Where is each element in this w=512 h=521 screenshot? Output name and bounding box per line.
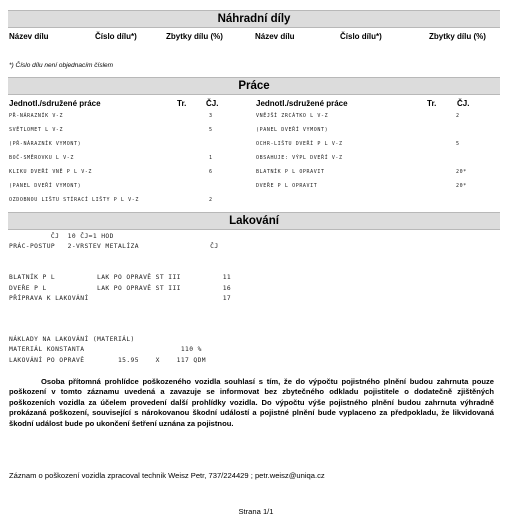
col-header-zbytky-2: Zbytky dílu (%) — [429, 32, 486, 41]
paint-line: DVEŘE P L LAK PO OPRAVĚ ST III 16 — [9, 284, 232, 292]
work-item-name: VNĚJŠÍ ZRCÁTKO L V-Z — [256, 113, 329, 119]
paint-line: ČJ 10 ČJ=1 HOD — [9, 233, 114, 240]
section-bar-prace — [8, 77, 500, 95]
paint-line: PRÁC-POSTUP 2-VRSTEV METALÍZA ČJ — [9, 243, 219, 251]
paint-line: BLATNÍK P L LAK PO OPRAVĚ ST III 11 — [9, 274, 232, 282]
parts-note: *) Číslo dílu není objednacím číslem — [9, 62, 114, 69]
col-header-zbytky-1: Zbytky dílu (%) — [166, 32, 223, 41]
customer-statement: Osoba přítomná prohlídce poškozeného vozidla souhlasí s tím, že do výpočtu pojistného plnění budou zahrnuta pouze poškození v tomto záznamu uvedená a zavazuje se informovat bez zbytečného odkladu pojistitele o dodatečně zjištěných poškozeních vozidla za účelem provedení další prohlídky vozidla. Do výpočtu výše pojistného plnění budou zahrnuta výhradně prokázaná poškození, související s nárokovanou škodní událostí a pojistné plnění bude vyplaceno za předpokladu, že likvidovaná škodní událost bude po ukončení šetření uznána za pojistnou. — [9, 377, 494, 428]
work-item-name: DVEŘE P L OPRAVIT — [256, 183, 318, 189]
work-item-name: BLATNÍK P L OPRAVIT — [256, 169, 325, 175]
paint-line: PŘÍPRAVA K LAKOVÁNÍ 17 — [9, 294, 232, 302]
work-item-cj: 5 — [209, 127, 213, 133]
work-item-name: OZDOBNOU LIŠTU STÍRACÍ LIŠTY P L V-Z — [9, 197, 139, 203]
work-item-name: (PANEL DVEŘÍ VYMONT) — [256, 127, 329, 133]
work-header-name-left: Jednotl./sdružené práce — [9, 99, 101, 108]
work-item-name: OBSAHUJE: VÝPL DVEŘÍ V-Z — [256, 155, 343, 161]
work-item-cj: 1 — [209, 155, 213, 161]
page-number: Strana 1/1 — [238, 507, 274, 516]
work-header-tr-right: Tr. — [427, 99, 437, 108]
col-header-cislo-2: Číslo dílu*) — [340, 32, 382, 41]
work-item-cj: 20* — [456, 169, 467, 175]
work-item-name: BOČ-SMĚROVKU L V-Z — [9, 155, 74, 161]
section-bar-lakovani — [8, 212, 500, 230]
work-item-name: (PŘ-NÁRAZNÍK VYMONT) — [9, 141, 82, 147]
technician-footer: Záznam o poškození vozidla zpracoval technik Weisz Petr, 737/224429 ; petr.weisz@uniqa.cz — [9, 471, 325, 480]
work-header-name-right: Jednotl./sdružené práce — [256, 99, 348, 108]
work-item-name: KLIKU DVEŘÍ VNĚ P L V-Z — [9, 169, 93, 175]
work-header-cj-left: ČJ. — [206, 99, 219, 108]
work-item-cj: 3 — [209, 113, 213, 119]
work-item-name: OCHR-LIŠTU DVEŘÍ P L V-Z — [256, 141, 343, 147]
col-header-cislo-1: Číslo dílu*) — [95, 32, 137, 41]
col-header-nazev-1: Název dílu — [9, 32, 49, 41]
work-item-name: SVĚTLOMET L V-Z — [9, 127, 64, 133]
work-item-cj: 20* — [456, 183, 467, 189]
work-item-cj: 2 — [456, 113, 460, 119]
work-header-cj-right: ČJ. — [457, 99, 470, 108]
work-item-name: (PANEL DVEŘÍ VYMONT) — [9, 183, 82, 189]
paint-line: NÁKLADY NA LAKOVÁNÍ (MATERIÁL) — [9, 336, 135, 343]
section-bar-nahradni — [8, 10, 500, 28]
work-item-cj: 2 — [209, 197, 213, 203]
work-item-cj: 6 — [209, 169, 213, 175]
section-title-nahradni: Náhradní díly — [217, 13, 291, 25]
work-header-tr-left: Tr. — [177, 99, 187, 108]
paint-line: MATERIÁL KONSTANTA 110 % — [9, 346, 202, 354]
col-header-nazev-2: Název dílu — [255, 32, 295, 41]
section-title-lakovani: Lakování — [229, 215, 279, 227]
section-title-prace: Práce — [238, 80, 270, 92]
paint-line: LAKOVÁNÍ PO OPRAVĚ 15.95 X 117 QDM — [9, 356, 206, 364]
work-item-cj: 5 — [456, 141, 460, 147]
work-item-name: PŘ-NÁRAZNÍK V-Z — [9, 113, 64, 119]
